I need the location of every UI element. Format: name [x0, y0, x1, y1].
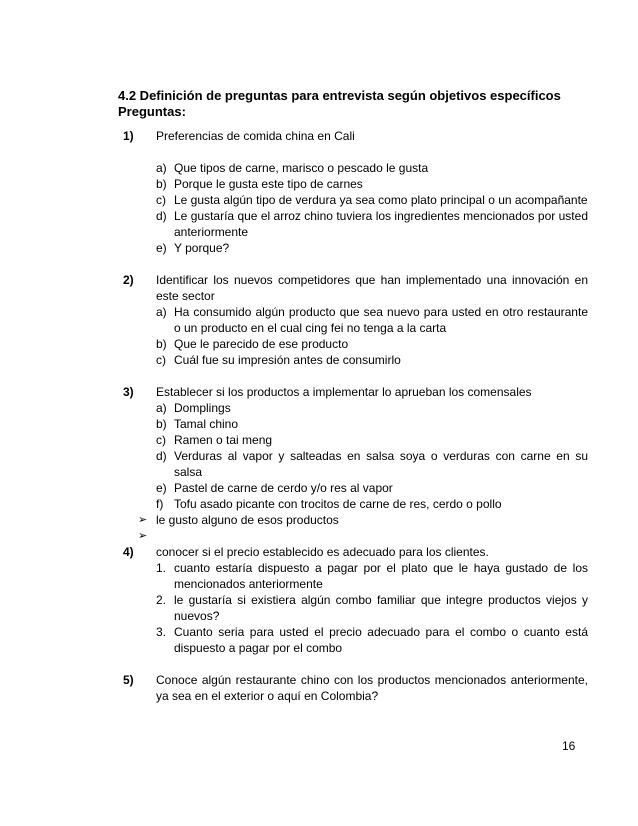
item-marker: b)	[156, 177, 167, 191]
list-item	[156, 208, 588, 240]
page-number: 16	[562, 739, 576, 753]
item-marker: c)	[156, 353, 166, 367]
item-text: Y porque?	[174, 241, 230, 255]
item-marker: b)	[156, 337, 167, 351]
list-item	[156, 304, 588, 336]
item-marker: c)	[156, 433, 166, 447]
list-item	[156, 352, 588, 368]
item-marker: c)	[156, 193, 166, 207]
item-marker: f)	[156, 497, 164, 511]
item-marker: e)	[156, 481, 167, 495]
item-marker: b)	[156, 417, 167, 431]
item-text: cuanto estaría dispuesto a pagar por el plato que le haya gustado de los mencionados anteriormente	[174, 561, 588, 591]
item-text: Domplings	[174, 401, 231, 415]
question-3	[118, 384, 588, 544]
item-text: Tamal chino	[174, 417, 239, 431]
item-text: Tofu asado picante con trocitos de carne de res, cerdo o pollo	[174, 497, 502, 511]
questions-list	[118, 128, 588, 704]
heading-title: 4.2 Definición de preguntas para entrevista según objetivos específicos	[118, 88, 561, 103]
item-marker: a)	[156, 401, 167, 415]
question-number: 2)	[123, 273, 134, 287]
question-2-items	[156, 304, 588, 368]
item-marker: a)	[156, 305, 167, 319]
list-item	[156, 624, 588, 656]
item-text: Que le parecido de ese producto	[174, 337, 349, 351]
question-5	[118, 672, 588, 704]
arrow-bullet-icon: ➢	[138, 514, 148, 526]
item-text: Le gusta algún tipo de verdura ya sea como plato principal o un acompañante	[174, 193, 588, 207]
item-marker: d)	[156, 449, 167, 463]
list-item	[156, 592, 588, 624]
question-4-items	[156, 560, 588, 656]
question-text: Conoce algún restaurante chino con los productos mencionados anteriormente, ya sea en el exterior o aquí en Colombia?	[156, 673, 588, 703]
item-marker: 1.	[156, 561, 167, 575]
list-item	[156, 192, 588, 208]
item-marker: 2.	[156, 593, 167, 607]
item-text: Cuál fue su impresión antes de consumirlo	[174, 353, 401, 367]
question-number: 5)	[123, 673, 134, 687]
item-text: le gustaría si existiera algún combo familiar que integre productos viejos y nuevos?	[174, 593, 588, 623]
question-2	[118, 272, 588, 368]
item-marker: 3.	[156, 625, 167, 639]
question-4	[118, 544, 588, 656]
question-number: 3)	[123, 385, 134, 399]
list-item	[156, 496, 588, 512]
question-1	[118, 128, 588, 256]
item-marker: e)	[156, 241, 167, 255]
item-text: Ramen o tai meng	[174, 433, 273, 447]
item-text: le gusto alguno de esos productos	[156, 513, 339, 527]
heading-subtitle: Preguntas:	[118, 104, 186, 119]
list-item	[156, 416, 588, 432]
list-item	[156, 480, 588, 496]
list-item	[156, 160, 588, 176]
section-heading	[118, 88, 598, 120]
item-text: Que tipos de carne, marisco o pescado le gusta	[174, 161, 429, 175]
item-text: Porque le gusta este tipo de carnes	[174, 177, 363, 191]
item-text: Pastel de carne de cerdo y/o res al vapor	[174, 481, 393, 495]
item-marker: a)	[156, 161, 167, 175]
item-marker: d)	[156, 209, 167, 223]
arrow-bullet-item	[118, 512, 588, 528]
list-item	[156, 432, 588, 448]
list-item	[156, 176, 588, 192]
item-text: Cuanto seria para usted el precio adecuado para el combo o cuanto está dispuesto a pagar por el combo	[174, 625, 588, 655]
arrow-bullet-item	[118, 528, 588, 544]
item-text: Ha consumido algún producto que sea nuevo para usted en otro restaurante o un producto en el cual cing fei no tenga a la carta	[174, 305, 588, 335]
item-text: Verduras al vapor y salteadas en salsa soya o verduras con carne en su salsa	[174, 449, 588, 479]
question-text: Identificar los nuevos competidores que han implementado una innovación en este sector	[156, 273, 588, 303]
question-1-items	[156, 160, 588, 256]
list-item	[156, 560, 588, 592]
item-text: Le gustaría que el arroz chino tuviera los ingredientes mencionados por usted anteriormente	[174, 209, 588, 239]
question-text: Establecer si los productos a implementar lo aprueban los comensales	[156, 385, 532, 399]
question-number: 1)	[123, 129, 134, 143]
list-item	[156, 448, 588, 480]
list-item	[156, 336, 588, 352]
arrow-bullet-icon: ➢	[138, 530, 148, 542]
question-text: conocer si el precio establecido es adecuado para los clientes.	[156, 545, 489, 559]
question-number: 4)	[123, 545, 134, 559]
list-item	[156, 240, 588, 256]
question-text: Preferencias de comida china en Cali	[156, 129, 355, 143]
question-3-items	[156, 400, 588, 512]
list-item	[156, 400, 588, 416]
